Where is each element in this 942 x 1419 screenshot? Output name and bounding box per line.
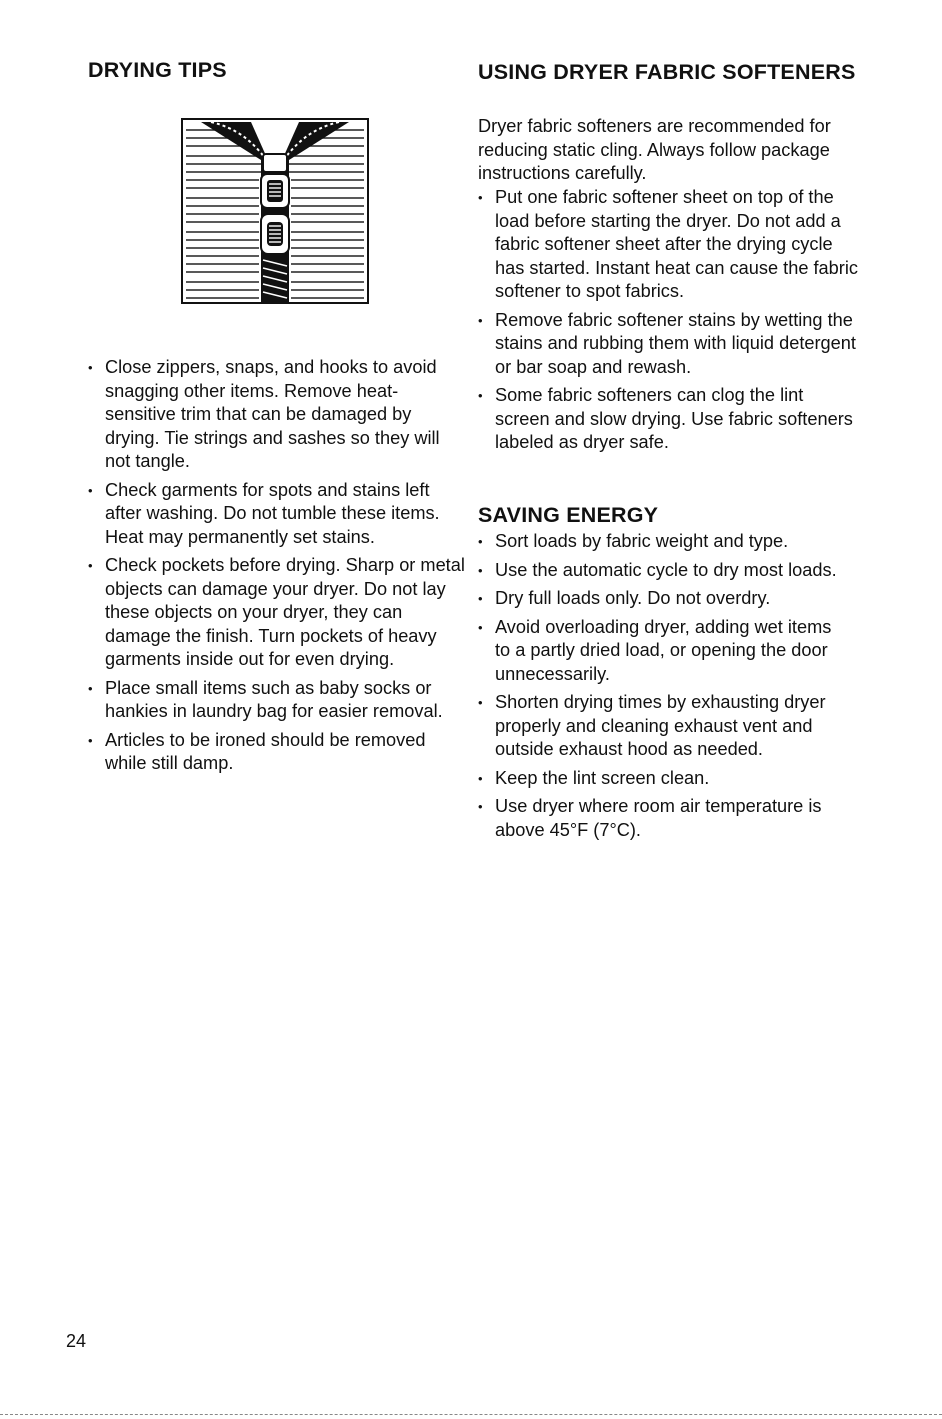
saving-energy-list [478,530,843,847]
list-item: • Keep the lint screen clean. [478,767,843,791]
drying-tips-heading: DRYING TIPS [88,58,227,82]
list-item: • Articles to be ironed should be removed while still damp. [88,729,468,776]
list-item: • Some fabric softeners can clog the lint screen and slow drying. Use fabric softeners labeled as dryer safe. [478,384,858,455]
list-item: • Place small items such as baby socks or hankies in laundry bag for easier removal. [88,677,468,724]
page-number: 24 [66,1331,87,1351]
list-item: • Put one fabric softener sheet on top of the load before starting the dryer. Do not add a fabric softener sheet after the drying cycle has started. Instant heat can cause the fabric softener to spot fabrics. [478,186,858,304]
fabric-softeners-list [478,186,858,460]
list-item: • Use dryer where room air temperature is above 45°F (7°C). [478,795,843,842]
list-item: • Avoid overloading dryer, adding wet items to a partly dried load, or opening the door unnecessarily. [478,616,843,687]
drying-tips-list [88,356,468,781]
saving-energy-heading: SAVING ENERGY [478,503,659,527]
list-item: • Check garments for spots and stains left after washing. Do not tumble these items. Heat may permanently set stains. [88,479,468,550]
fabric-softeners-heading: USING DRYER FABRIC SOFTENERS [478,60,856,84]
list-item: • Remove fabric softener stains by wetting the stains and rubbing them with liquid detergent or bar soap and rewash. [478,309,858,380]
page-edge-divider [0,1414,942,1415]
fabric-softeners-intro: Dryer fabric softeners are recommended for reducing static cling. Always follow package instructions carefully. [478,116,831,183]
list-item: • Shorten drying times by exhausting dryer properly and cleaning exhaust vent and outside exhaust hood as needed. [478,691,843,762]
zipper-icon [181,118,369,304]
list-item: • Use the automatic cycle to dry most loads. [478,559,843,583]
list-item: • Sort loads by fabric weight and type. [478,530,843,554]
list-item: • Check pockets before drying. Sharp or metal objects can damage your dryer. Do not lay these objects on your dryer, they can damage the finish. Turn pockets of heavy garments inside out for even drying. [88,554,468,672]
list-item: • Close zippers, snaps, and hooks to avoid snagging other items. Remove heat-sensitive trim that can be damaged by drying. Tie strings and sashes so they will not tangle. [88,356,468,474]
list-item: • Dry full loads only. Do not overdry. [478,587,843,611]
